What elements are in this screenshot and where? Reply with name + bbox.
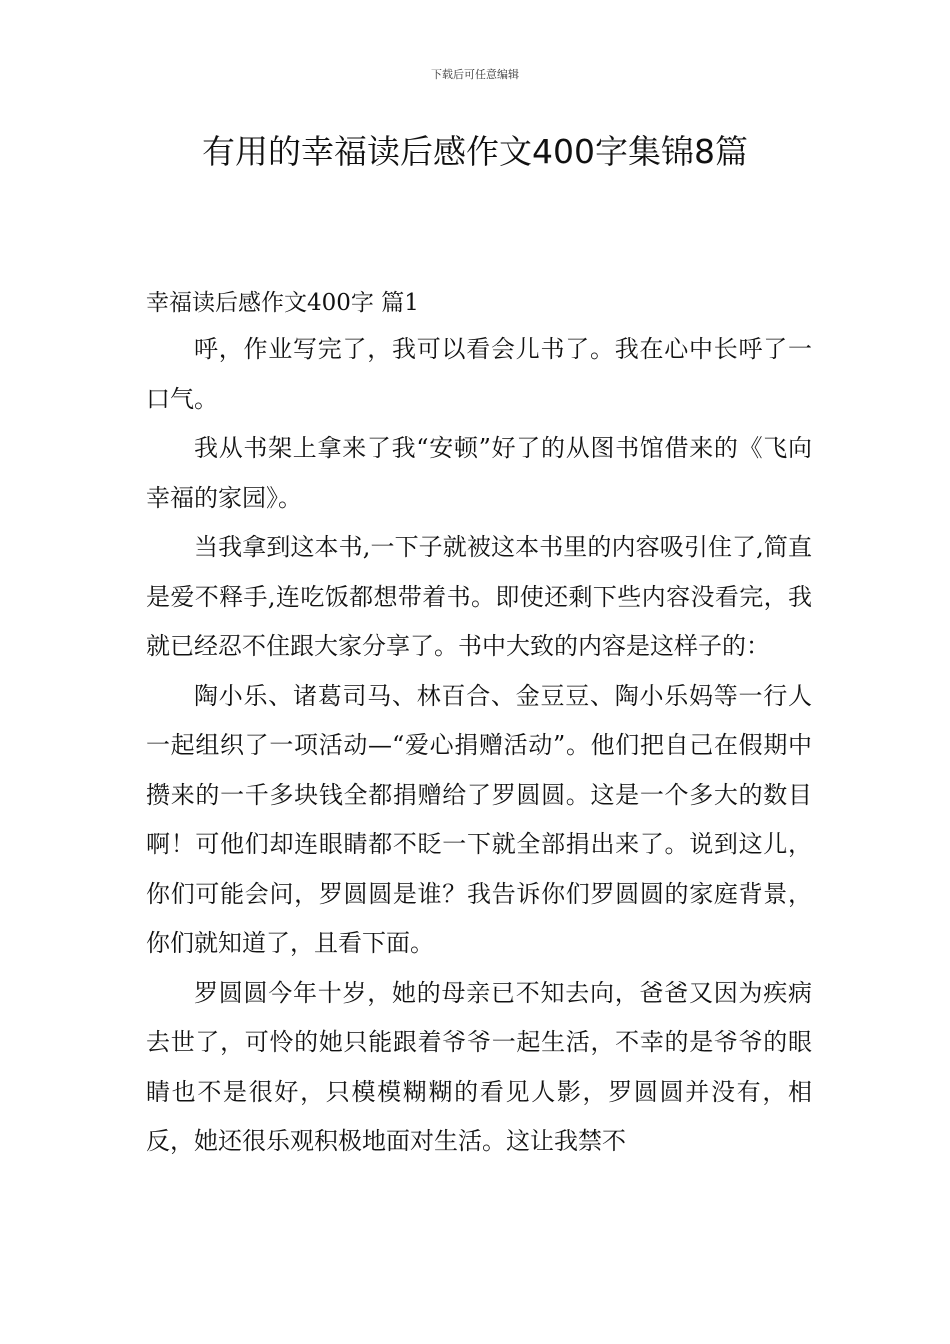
paragraph: 陶小乐、诸葛司马、林百合、金豆豆、陶小乐妈等一行人一起组织了一项活动—“爱心捐赠活动”。他们把自己在假期中攒来的一千多块钱全都捐赠给了罗圆圆。这是一个多大的数目啊！可他们却连眼睛都不眨一下就全部捐出来了。说到这儿，你们可能会问，罗圆圆是谁？我告诉你们罗圆圆的家庭背景，你们就知道了，且看下面。 (146, 681, 812, 957)
paragraph: 罗圆圆今年十岁，她的母亲已不知去向，爸爸又因为疾病去世了，可怜的她只能跟着爷爷一起生活，不幸的是爷爷的眼睛也不是很好，只模模糊糊的看见人影，罗圆圆并没有，相反，她还很乐观积极地面对生活。这让我禁不 (146, 978, 812, 1155)
paragraph: 当我拿到这本书,一下子就被这本书里的内容吸引住了,简直是爱不释手,连吃饭都想带着书。即使还剩下些内容没看完，我就已经忍不住跟大家分享了。书中大致的内容是这样子的： (146, 533, 812, 660)
header-note: 下载后可任意编辑 (431, 68, 519, 81)
body-text (146, 325, 812, 1167)
paragraph: 呼，作业写完了，我可以看会儿书了。我在心中长呼了一口气。 (146, 335, 812, 413)
section-heading: 幸福读后感作文400字 篇1 (146, 290, 419, 316)
paragraph: 我从书架上拿来了我“安顿”好了的从图书馆借来的《飞向幸福的家园》。 (146, 434, 812, 512)
document-title: 有用的幸福读后感作文400字集锦8篇 (202, 132, 748, 171)
